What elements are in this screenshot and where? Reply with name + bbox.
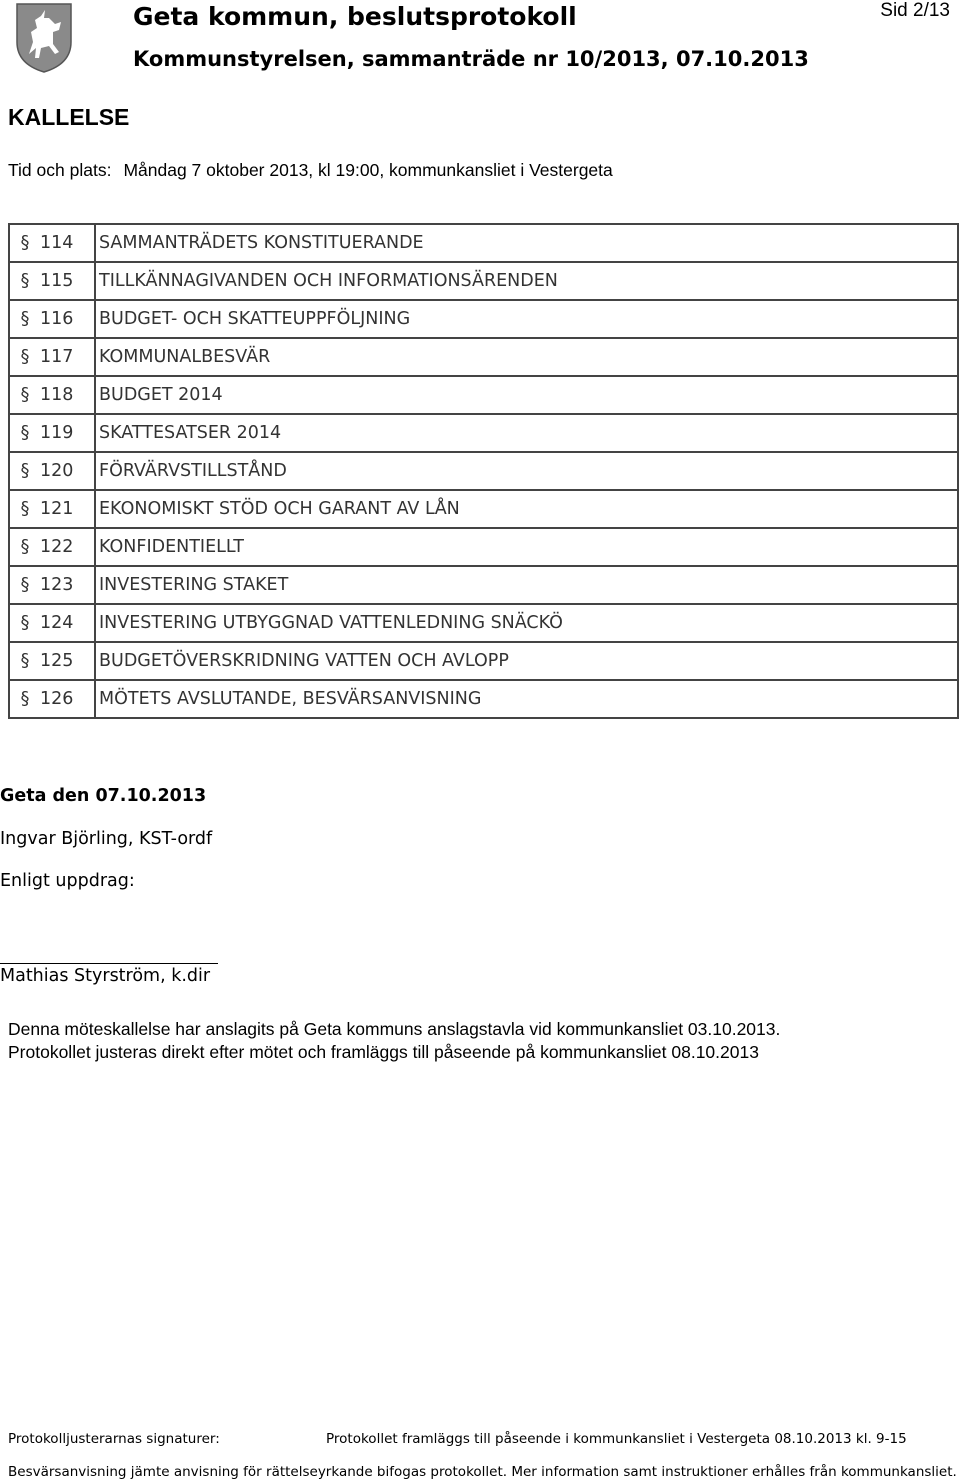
section-symbol-icon: § bbox=[20, 233, 30, 253]
agenda-row bbox=[9, 566, 958, 604]
document-title: Geta kommun, beslutsprotokoll bbox=[133, 2, 577, 31]
posting-note: Denna möteskallelse har anslagits på Geta kommuns anslagstavla vid kommunkansliet 03.10.2013. bbox=[8, 1019, 781, 1039]
agenda-item-number bbox=[9, 528, 95, 566]
agenda-number: 117 bbox=[40, 347, 74, 367]
agenda-item-number bbox=[9, 680, 95, 718]
agenda-item-number bbox=[9, 452, 95, 490]
signature-line bbox=[0, 963, 218, 964]
agenda-row bbox=[9, 680, 958, 718]
section-symbol-icon: § bbox=[20, 271, 30, 291]
agenda-item-title: INVESTERING STAKET bbox=[95, 566, 958, 604]
agenda-item-number bbox=[9, 300, 95, 338]
agenda-number: 116 bbox=[40, 309, 74, 329]
agenda-row bbox=[9, 490, 958, 528]
agenda-number: 114 bbox=[40, 233, 74, 253]
agenda-number: 120 bbox=[40, 461, 74, 481]
section-symbol-icon: § bbox=[20, 423, 30, 443]
agenda-row bbox=[9, 604, 958, 642]
section-symbol-icon: § bbox=[20, 461, 30, 481]
goat-crest-icon bbox=[15, 2, 73, 74]
agenda-number: 125 bbox=[40, 651, 74, 671]
agenda-row bbox=[9, 300, 958, 338]
agenda-item-number bbox=[9, 262, 95, 300]
footer-signatures-label: Protokolljusterarnas signaturer: bbox=[8, 1431, 220, 1447]
section-symbol-icon: § bbox=[20, 309, 30, 329]
agenda-item-title: BUDGETÖVERSKRIDNING VATTEN OCH AVLOPP bbox=[95, 642, 958, 680]
agenda-row bbox=[9, 528, 958, 566]
agenda-row bbox=[9, 262, 958, 300]
agenda-item-title: BUDGET- OCH SKATTEUPPFÖLJNING bbox=[95, 300, 958, 338]
agenda-item-title: SKATTESATSER 2014 bbox=[95, 414, 958, 452]
meeting-subtitle: Kommunstyrelsen, sammanträde nr 10/2013, 07.10.2013 bbox=[133, 47, 809, 71]
agenda-number: 118 bbox=[40, 385, 74, 405]
agenda-number: 119 bbox=[40, 423, 74, 443]
commission-label: Enligt uppdrag: bbox=[0, 871, 135, 891]
agenda-item-number bbox=[9, 566, 95, 604]
meeting-label: Tid och plats: bbox=[8, 160, 112, 180]
agenda-item-title: KOMMUNALBESVÄR bbox=[95, 338, 958, 376]
signature-place-date: Geta den 07.10.2013 bbox=[0, 786, 207, 806]
meeting-value: Måndag 7 oktober 2013, kl 19:00, kommunkansliet i Vestergeta bbox=[123, 160, 613, 180]
agenda-row bbox=[9, 452, 958, 490]
footer-appeal-note: Besvärsanvisning jämte anvisning för rättelseyrkande bifogas protokollet. Mer information samt instruktioner erhålles från kommunkansliet. bbox=[8, 1464, 957, 1480]
agenda-item-number bbox=[9, 604, 95, 642]
agenda-item-title: SAMMANTRÄDETS KONSTITUERANDE bbox=[95, 224, 958, 262]
agenda-item-title: KONFIDENTIELLT bbox=[95, 528, 958, 566]
agenda-item-number bbox=[9, 642, 95, 680]
agenda-item-number bbox=[9, 414, 95, 452]
section-symbol-icon: § bbox=[20, 575, 30, 595]
section-symbol-icon: § bbox=[20, 689, 30, 709]
agenda-item-number bbox=[9, 490, 95, 528]
section-symbol-icon: § bbox=[20, 613, 30, 633]
agenda-item-number bbox=[9, 376, 95, 414]
footer-display-note: Protokollet framläggs till påseende i kommunkansliet i Vestergeta 08.10.2013 kl. 9-15 bbox=[326, 1431, 907, 1447]
agenda-item-title: FÖRVÄRVSTILLSTÅND bbox=[95, 452, 958, 490]
agenda-number: 123 bbox=[40, 575, 74, 595]
agenda-item-number bbox=[9, 338, 95, 376]
agenda-table bbox=[8, 223, 959, 719]
agenda-row bbox=[9, 414, 958, 452]
director-name: Mathias Styrström, k.dir bbox=[0, 966, 211, 986]
agenda-item-title: INVESTERING UTBYGGNAD VATTENLEDNING SNÄCKÖ bbox=[95, 604, 958, 642]
section-symbol-icon: § bbox=[20, 499, 30, 519]
section-symbol-icon: § bbox=[20, 347, 30, 367]
agenda-row bbox=[9, 376, 958, 414]
agenda-row bbox=[9, 338, 958, 376]
agenda-row bbox=[9, 224, 958, 262]
document-type-heading: KALLELSE bbox=[8, 104, 130, 130]
adjustment-note: Protokollet justeras direkt efter mötet och framläggs till påseende på kommunkansliet 08.10.2013 bbox=[8, 1042, 759, 1062]
agenda-number: 115 bbox=[40, 271, 74, 291]
agenda-item-title: BUDGET 2014 bbox=[95, 376, 958, 414]
agenda-item-title: EKONOMISKT STÖD OCH GARANT AV LÅN bbox=[95, 490, 958, 528]
section-symbol-icon: § bbox=[20, 385, 30, 405]
agenda-item-number bbox=[9, 224, 95, 262]
agenda-number: 124 bbox=[40, 613, 74, 633]
agenda-number: 126 bbox=[40, 689, 74, 709]
agenda-item-title: MÖTETS AVSLUTANDE, BESVÄRSANVISNING bbox=[95, 680, 958, 718]
meeting-time-place bbox=[8, 160, 613, 181]
agenda-item-title: TILLKÄNNAGIVANDEN OCH INFORMATIONSÄRENDEN bbox=[95, 262, 958, 300]
section-symbol-icon: § bbox=[20, 537, 30, 557]
chair-name: Ingvar Björling, KST-ordf bbox=[0, 829, 213, 849]
section-symbol-icon: § bbox=[20, 651, 30, 671]
agenda-row bbox=[9, 642, 958, 680]
page-number: Sid 2/13 bbox=[880, 0, 950, 21]
agenda-number: 122 bbox=[40, 537, 74, 557]
agenda-number: 121 bbox=[40, 499, 74, 519]
